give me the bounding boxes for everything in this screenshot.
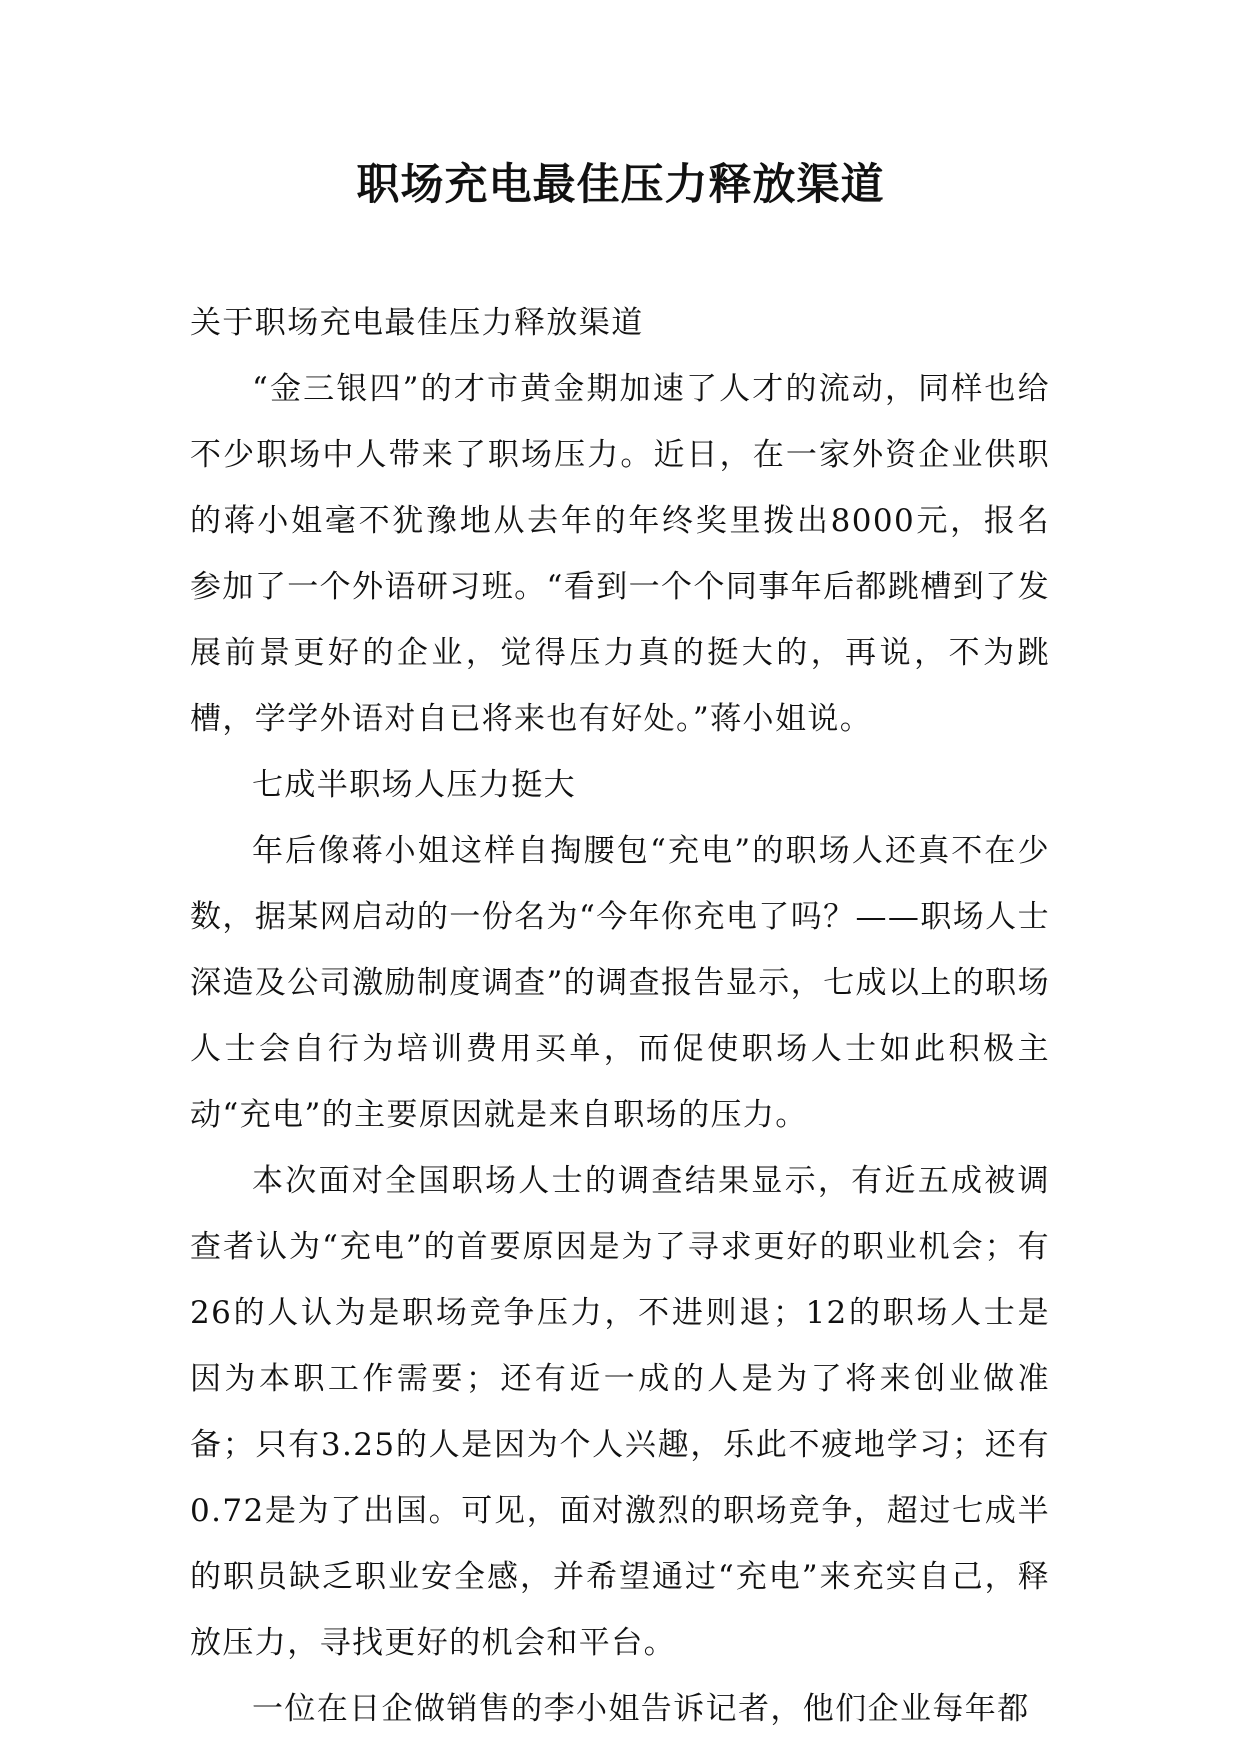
document-title: 职场充电最佳压力释放渠道 — [356, 160, 885, 210]
paragraph-4: 一位在日企做销售的李小姐告诉记者，他们企业每年都 — [252, 1691, 1030, 1727]
document-body — [190, 290, 1050, 1742]
paragraph-3: 本次面对全国职场人士的调查结果显示，有近五成被调查者认为“充电”的首要原因是为了寻求更好的职业机会；有26的人认为是职场竞争压力，不进则退；12的职场人士是因为本职工作需要；还有近一成的人是为了将来创业做准备；只有3.25的人是因为个人兴趣，乐此不疲地学习；还有0.72是为了出国。可见，面对激烈的职场竞争，超过七成半的职员缺乏职业安全感，并希望通过“充电”来充实自己，释放压力，寻找更好的机会和平台。 — [190, 1163, 1050, 1661]
paragraph-1: “金三银四”的才市黄金期加速了人才的流动，同样也给不少职场中人带来了职场压力。近日，在一家外资企业供职的蒋小姐毫不犹豫地从去年的年终奖里拨出8000元，报名参加了一个外语研习班。“看到一个个同事年后都跳槽到了发展前景更好的企业，觉得压力真的挺大的，再说，不为跳槽，学学外语对自已将来也有好处。”蒋小姐说。 — [190, 371, 1050, 737]
section-heading: 七成半职场人压力挺大 — [252, 767, 576, 803]
paragraph-2: 年后像蒋小姐这样自掏腰包“充电”的职场人还真不在少数，据某网启动的一份名为“今年你充电了吗？——职场人士深造及公司激励制度调查”的调查报告显示，七成以上的职场人士会自行为培训费用买单，而促使职场人士如此积极主动“充电”的主要原因就是来自职场的压力。 — [190, 833, 1050, 1133]
document-subtitle: 关于职场充电最佳压力释放渠道 — [190, 305, 644, 341]
